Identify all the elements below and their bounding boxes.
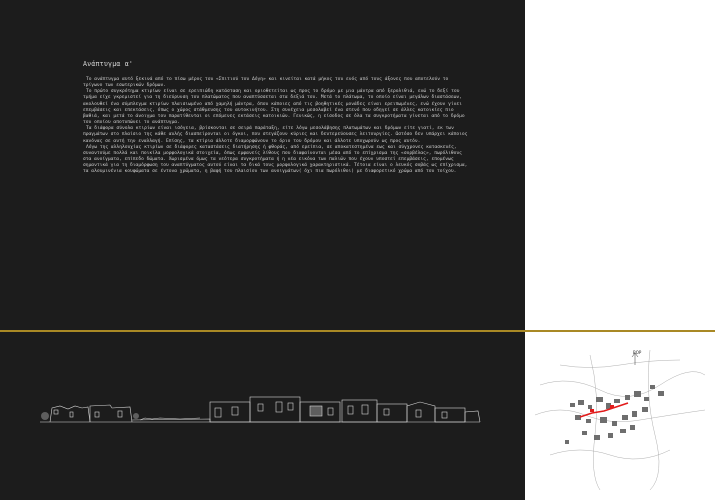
paragraph: Τα διάφορα σύνολα κτιρίων είναι ισόγεια, βρίσκονται σε σειρά παράταξη, είτε λόγω μεσολάβησης πλατωμάτων και δρόμων είτε γιατί, εκ των πραγμάτων στο πλαίσιο της κάθε αυλής διασπείρονται οι όγκοι, που στεγάζουν κύριες και δευτερεύουσες λειτουργίες. Ωστόσο δεν υπάρχει κάποιος κανόνας σε αυτή την εναλλαγή. Επίσης, τα κτίρια άλλοτε διαμορφώνουν το όριο του δρόμου και άλλοτε υποχωρούν ως προς αυτόν.	[83, 126, 468, 144]
site-plan-map	[530, 345, 710, 495]
street-elevation-drawing	[40, 372, 490, 442]
paragraph: Το πρώτο συγκρότημα κτιρίων είναι σε ερειπιώδη κατάσταση και οριοθετείται ως προς το δρόμο με μια μάντρα από ξερολιθιά, ενώ το δεξί του τμήμα είχε γκρεμιστεί για τη διεύρυνση του πλατώματος που αναπτύσσεται στα δεξιά του. Μετά το πλάτωμα, το οποίο είναι μεγάλων διαστάσεων, ακολουθεί ένα σύμπλεγμα κτιρίων πλαισιωμένο από χαμηλή μάντρα, όπου κάποιες από τις βοηθητικές μονάδες είναι ερειπωμένες, ενώ έχουν γίνει επεμβάσεις και επεκτάσεις, όπως ο χώρος στάθμευσης του αυτοκινήτου. Στη συνέχεια μεσολαβεί ένα στενό που οδηγεί σε άλλες κατοικίες πιο βαθιά, και μετά το άνοιγμα του παρατίθενται οι επόμενες εκτάσεις κατοικιών. Γενικώς, η είσοδος σε όλα τα συγκροτήματα γίνεται από το δρόμο του οποίου αποτυπώνει το ανάπτυγμα.	[83, 89, 465, 126]
description-text	[83, 77, 468, 176]
section-heading: Ανάπτυγμα α'	[83, 60, 134, 68]
north-label: ΒΟΡ	[633, 350, 642, 355]
paragraph: Λόγω της αλληλουχίας κτιρίων σε διάφορες καταστάσεις διατήρησης ή φθοράς, από ερείπια, σε αποκατεστημένα εως και σύγχρονες κατασκευές, συναντούμε πολλά και ποικίλα μορφολογικά στοιχεία, όπως εμφανείς λίθους που διαφαίνονται μέσα από το επίχρισμα της «σορβέλας», πωρόλιθους στα ανοίγματα, επίπεδο δώματα. Χωρισμένα όμως τα νεότερα συγκροτήματα ή η νέα εικόνα των παλιών που έχουν υποστεί επεμβάσεις, επομένως σημαντικά για τη διαμόρφωση του αναπτύγματος αυτού είναι τα δικά τους μορφολογικά χαρακτηριστικά. Τέτοια είναι ο λευκός σοβάς ως επίχρισμα, τα αλουμινένια κουφώματα σε έντονα χρώματα, η βαφή του πλαισίου των ανοιγμάτων( όχι πια πωρόλιθοι) με διαφορετικό χρώμα από του τοίχου.	[83, 144, 468, 175]
paragraph: Το ανάπτυγμα αυτό ξεκινά από το πίσω μέρος του «Σπιτιού του Δόγη» και κινείται κατά μήκος του ενός από τους άξονες που αποτελούν το τρίγωνο των εσωτερικών δρόμων.	[83, 77, 449, 89]
